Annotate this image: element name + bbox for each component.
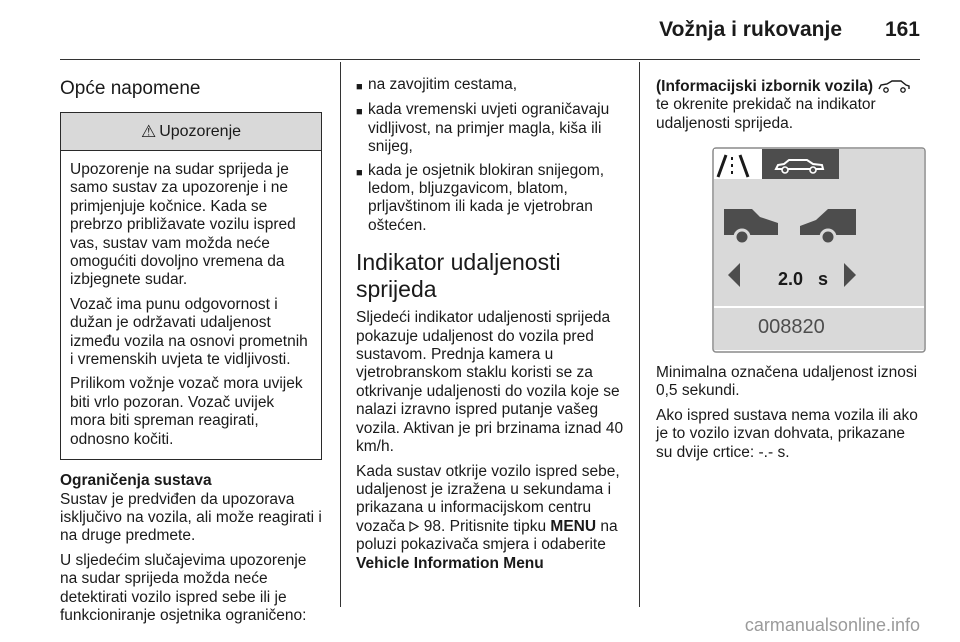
menu-key-label: MENU [550, 517, 597, 535]
section-heading: Indikator udaljenosti sprijeda [356, 249, 561, 303]
distance-time-unit: s [818, 269, 829, 289]
column-3 [656, 60, 922, 139]
car-tab-icon [762, 149, 839, 179]
page-reference-icon [409, 521, 419, 532]
warning-body [61, 151, 321, 459]
vehicle-info-menu-label: Vehicle Information Menu [356, 554, 544, 572]
list-item: ■ kada je osjetnik blokiran snijegom, ledom, bljuzgavicom, blatom, prljavštinom ili kada je vjetrobran oštećen. [356, 161, 605, 234]
indicator-usage: Kada sustav otkrije vozilo ispred sebe, udaljenost je izražena u sekundama i prikazana u informacijskom centru vozača 98. Pritisnite tipku MENU na poluzi pokazivača smjera i odaberite Vehicle Information Menu [356, 463, 624, 573]
limits-heading: Ograničenja sustava [60, 472, 212, 490]
conditions-list [356, 76, 624, 235]
column-3-lower [656, 364, 922, 468]
column-divider-2 [639, 62, 640, 607]
warning-box [60, 112, 322, 460]
cases-text: U sljedećim slučajevima upozorenje na sudar sprijeda možda neće detektirati vozilo ispred sebe ili je funkcioniranje osjetnika ograničeno: [60, 551, 307, 624]
column-divider-1 [340, 62, 341, 607]
warning-paragraph: Vozač ima punu odgovornost i dužan je održavati udaljenost između vozila na osnovi prometnih i vremenskih uvjeta te vidljivosti. [70, 295, 308, 369]
warning-title: Upozorenje [159, 122, 242, 140]
page-reference[interactable]: 98. [423, 517, 446, 535]
column-1 [60, 60, 324, 631]
section-title: Opće napomene [60, 78, 201, 99]
menu-instruction: (Informacijski izbornik vozila) te okrenite prekidač na indikator udaljenosti sprijeda. [656, 78, 922, 133]
page-number: 161 [884, 18, 920, 41]
warning-paragraph: Prilikom vožnje vozač mora uvijek biti vrlo pozoran. Vozač uvijek mora biti spreman reagirati, odnosno kočiti. [70, 375, 303, 448]
car-outline-icon [877, 79, 911, 93]
warning-header [61, 113, 321, 151]
limits-text: Sustav je predviđen da upozorava isključivo na vozila, ali može reagirati i na druge predmete. [60, 490, 322, 545]
list-item: ■ kada vremenski uvjeti ograničavaju vidljivost, na primjer magla, kiša ili snijeg, [356, 101, 610, 156]
page-header-title: Vožnja i rukovanje [659, 18, 842, 41]
minimum-distance-text: Minimalna označena udaljenost iznosi 0,5 sekundi. [656, 364, 918, 400]
warning-icon: ⚠ [140, 121, 157, 141]
page-header [0, 0, 960, 60]
distance-time-value: 2.0 [778, 269, 804, 289]
distance-indicator-display [712, 147, 926, 353]
warning-paragraph: Upozorenje na sudar sprijeda je samo sustav za upozorenje i ne primjenjuje kočnice. Kada se prebrzo približavate vozilu ispred vas, sustav vam možda neće omogućiti dovoljno vremena da izbjegnete sudar. [70, 161, 296, 289]
list-item: ■ na zavojitim cestama, [356, 76, 518, 93]
indicator-description: Sljedeći indikator udaljenosti sprijeda pokazuje udaljenost do vozila pred sustavom. Prednja kamera u vjetrobranskom staklu koristi se za otkrivanje udaljenosti do vozila koje se nalazi izravno ispred putanje vašeg vozila. Aktivan je pri brzinama iznad 40 km/h. [356, 309, 624, 456]
odometer-value: 008820 [758, 316, 825, 338]
column-2 [356, 60, 624, 579]
no-vehicle-text: Ako ispred sustava nema vozila ili ako je to vozilo izvan dohvata, prikazane su dvije crtice: -.- s. [656, 406, 918, 461]
watermark: carmanualsonline.info [744, 615, 920, 635]
